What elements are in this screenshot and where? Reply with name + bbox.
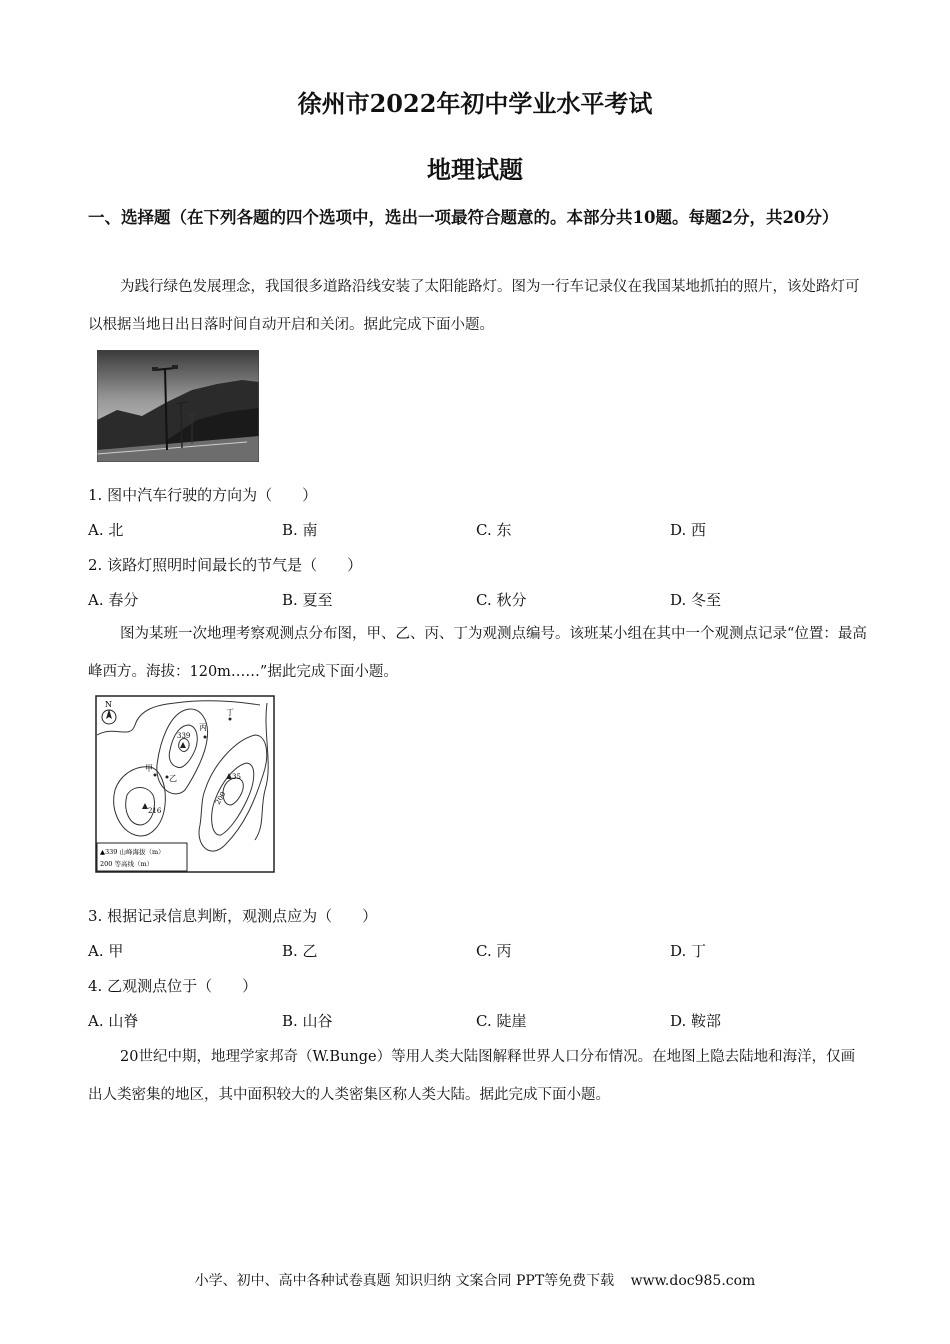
legend-peak: ▲339 山峰海拔（m） [100,848,165,856]
north-label: N [105,700,112,709]
intro-paragraph-2: 图为某班一次地理考察观测点分布图，甲、乙、丙、丁为观测点编号。该班某小组在其中一个观测点记录“位置：最高峰西方。海拔：120m……”据此完成下面小题。 [88,626,867,680]
exam-title: 徐州市2022年初中学业水平考试 [297,89,653,118]
point-yi-label: 乙 [169,774,177,783]
question-1-stem: 1. 图中汽车行驶的方向为（ ） [88,486,318,504]
contour-map [95,695,275,873]
q4-option-d[interactable]: D. 鞍部 [670,1012,722,1030]
peak-35-label: 35 [232,773,241,781]
point-bing-label: 丙 [199,723,207,732]
q3-option-c[interactable]: C. 丙 [476,942,512,960]
question-2-stem: 2. 该路灯照明时间最长的节气是（ ） [88,556,363,574]
street-light-photo [97,350,259,462]
page-footer [0,1270,950,1290]
legend-contour: 200 等高线（m） [100,860,154,868]
point-jia-label: 甲 [145,764,153,773]
q1-option-a[interactable]: A. 北 [88,521,124,539]
q2-option-d[interactable]: D. 冬至 [670,591,722,609]
subject-title: 地理试题 [427,155,523,184]
q2-option-b[interactable]: B. 夏至 [282,591,333,609]
point-ding-label: 丁 [226,708,234,717]
q2-option-a[interactable]: A. 春分 [88,591,139,609]
peak-339-label: 339 [177,732,191,740]
q4-option-c[interactable]: C. 陡崖 [476,1012,527,1030]
contour-200-label: 200 [213,790,228,806]
footer-link[interactable]: www.doc985.com [630,1273,756,1289]
q1-option-b[interactable]: B. 南 [282,521,318,539]
q3-option-b[interactable]: B. 乙 [282,942,318,960]
question-3-stem: 3. 根据记录信息判断，观测点应为（ ） [88,907,378,925]
q4-option-a[interactable]: A. 山脊 [88,1012,139,1030]
question-4-stem: 4. 乙观测点位于（ ） [88,977,258,995]
intro-paragraph-1: 为践行绿色发展理念，我国很多道路沿线安装了太阳能路灯。图为一行车记录仪在我国某地抓拍的照片，该处路灯可以根据当地日出日落时间自动开启和关闭。据此完成下面小题。 [88,279,860,333]
q3-option-d[interactable]: D. 丁 [670,942,707,960]
section-heading: 一、选择题（在下列各题的四个选项中，选出一项最符合题意的。本部分共10题。每题2分，共20分） [88,208,839,227]
q1-option-c[interactable]: C. 东 [476,521,512,539]
q2-option-c[interactable]: C. 秋分 [476,591,527,609]
peak-216-label: 216 [148,807,162,815]
q1-option-d[interactable]: D. 西 [670,521,707,539]
footer-text: 小学、初中、高中各种试卷真题 知识归纳 文案合同 PPT等免费下载 [194,1273,615,1289]
q4-option-b[interactable]: B. 山谷 [282,1012,333,1030]
intro-paragraph-3: 20世纪中期，地理学家邦奇（W.Bunge）等用人类大陆图解释世界人口分布情况。在地图上隐去陆地和海洋，仅画出人类密集的地区，其中面积较大的人类密集区称人类大陆。据此完成下面小题。 [88,1049,856,1103]
q3-option-a[interactable]: A. 甲 [88,942,124,960]
